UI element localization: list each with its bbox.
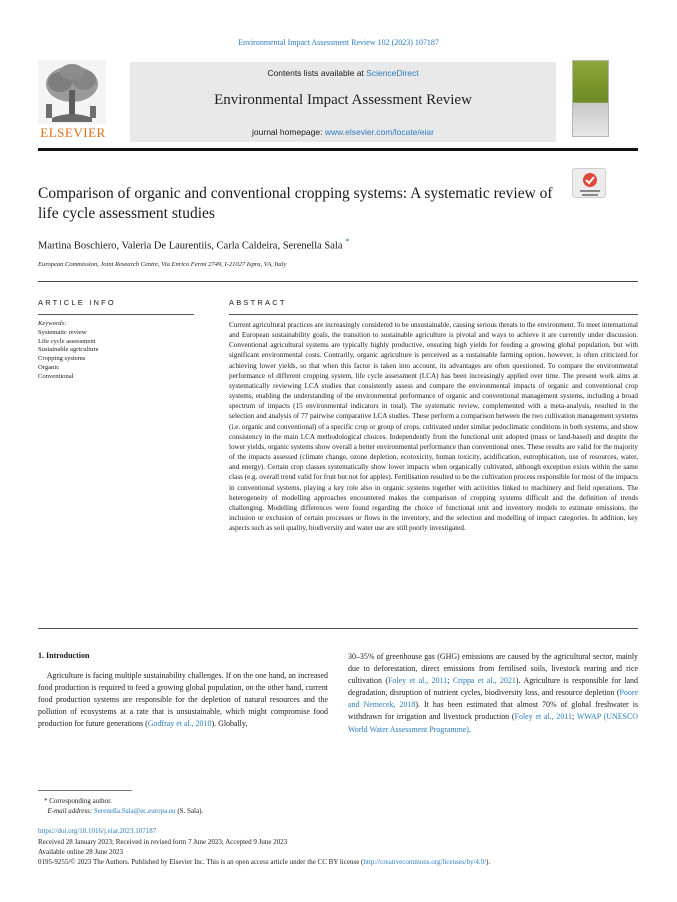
paragraph-text: ). It has been estimated that almost 70% of global freshwater is withdrawn for irrigation and livestock production ( <box>348 700 638 722</box>
keyword: Systematic review <box>38 328 87 336</box>
homepage-prefix: journal homepage: <box>252 127 325 137</box>
keywords-label: Keywords: <box>38 320 67 327</box>
paragraph-text: Agriculture is facing multiple sustainability challenges. If on the one hand, an increased food production is required to feed a growing global population, on the other hand, current food production systems are responsible for the depletion of natural resources and the pollution of ecosystems at a rate that is unsustainable, which might compromise food production for future generations ( <box>38 671 328 729</box>
citation-link[interactable]: Crippa et al., 2021 <box>452 676 516 686</box>
keyword: Sustainable agriculture <box>38 346 99 354</box>
authors: Martina Boschiero, Valeria De Laurentiis, Carla Caldeira, Serenella Sala <box>38 240 343 252</box>
journal-citation[interactable]: Environmental Impact Assessment Review 102 (2023) 107187 <box>238 38 439 47</box>
affiliation: European Commission, Joint Research Centre, Via Enrico Fermi 2749, I-21027 Ispra, VA, Italy <box>38 261 287 268</box>
abstract-text: Current agricultural practices are increasingly considered to be unsustainable, causing serious threats to the environment. To meet international and European sustainability goals, the transition to sustainable agriculture is pivotal and ways to achieve it are currently under discussion. Conventional agricultural systems are typically highly productive, ensuring high yields for feeding a growing global population, but with significant environmental costs. Contrarily, organic agriculture is perceived as a sustainable farming option, however, is often criticized for achieving lower yields, so that when this factor is taken into account, its advantages are often questioned. To compare the environmental performance of different cropping system, life cycle assessment (LCA) has been increasingly applied over time. The present work aims at systematically reviewing LCA studies that consistently assess and compare the environmental impacts of organic and conventional crop systems, enabling the understanding of the environmental performance of organic and conventional management systems, including a broad spectrum of impacts (15 environmental indicators in total). The systematic review, complemented with a meta-analysis, resulted in the selection and analysis of 77 pairwise comparative LCA studies. These perform a comparison between the two cultivation management systems (i.e. organic and conventional) of a specific crop or group of crops, cultivated under similar pedoclimatic conditions in both systems, and show consistency in the main LCA methodological choices. Independently from the functional unit adopted (mass or land-based) and despite the lower yields, organic systems show overall a better environmental performance than conventional ones. These results are valid for the majority of the impacts assessed (climate change, ozone depletion, ecotoxicity, human toxicity, acidification, eutrophication, use of resources, water, and energy). Certain crop classes systematically show lower impacts when organically cultivated, although exception exists within the same class (e.g. overall trend valid for fruit but not for apples). Fertilisation resulted to be the cultivation process responsible for most of the impacts in conventional systems, playing a key role also in organic systems together with activities linked to machinery and field operations. The heterogeneity of modelling approaches encountered makes the comparison of cropping systems difficult and the definition of trends challenging. Modelling differences were found regarding the choice of functional unit and inventory models to estimate emissions, the inclusion or exclusion of certain processes or flows in the inventory, and the selection and modelling of impact categories. In addition, key aspects such as soil quality, biodiversity and water use are still poorly investigated. <box>229 321 638 533</box>
history-dates <box>38 837 287 857</box>
license-text: ). <box>486 858 491 866</box>
abstract-heading: ABSTRACT <box>229 298 287 307</box>
check-updates-icon <box>573 169 607 199</box>
keyword: Cropping systems <box>38 355 86 363</box>
divider <box>38 314 194 315</box>
license-text: 0195-9255/© 2023 The Authors. Published by Elsevier Inc. This is an open access article under the CC BY license ( <box>38 858 364 866</box>
sciencedirect-link[interactable]: ScienceDirect <box>366 68 419 78</box>
divider <box>38 628 638 629</box>
contents-line <box>130 68 556 78</box>
corresponding-author-mark[interactable]: * <box>345 236 350 246</box>
body-column-left <box>38 670 328 730</box>
divider <box>229 314 638 315</box>
license-link[interactable]: http://creativecommons.org/licenses/by/4.0/ <box>363 858 487 866</box>
paragraph-text: ; <box>572 712 577 722</box>
author-list <box>38 236 350 252</box>
keyword: Organic <box>38 363 60 371</box>
email-line <box>44 806 203 816</box>
doi-link[interactable]: https://doi.org/10.1016/j.eiar.2023.107187 <box>38 827 157 835</box>
citation-link[interactable]: WWAP (UNESCO World Water Assessment Programme), <box>348 712 638 734</box>
keywords-block <box>38 320 198 382</box>
elsevier-wordmark: ELSEVIER <box>40 125 106 140</box>
article-info-heading: ARTICLE INFO <box>38 298 116 307</box>
journal-title: Environmental Impact Assessment Review <box>214 92 472 108</box>
check-for-updates-button[interactable] <box>572 168 606 198</box>
paragraph-text: 30–35% of greenhouse gas (GHG) emissions are caused by the agricultural sector, mainly due to deforestation, direct emissions from fertilised soils, livestock rearing and rice cultivation ( <box>348 652 638 686</box>
divider <box>38 281 638 282</box>
section-heading-introduction: 1. Introduction <box>38 651 90 660</box>
homepage-line <box>130 127 556 137</box>
journal-cover-thumbnail[interactable] <box>572 60 609 137</box>
footnote <box>44 796 203 816</box>
email-label: E-mail address: <box>47 807 94 815</box>
contents-prefix: Contents lists available at <box>267 68 367 78</box>
corresponding-text: Corresponding author. <box>49 797 112 805</box>
keyword: Conventional <box>38 372 74 380</box>
paragraph-text: ). Globally, <box>211 719 248 729</box>
article-title: Comparison of organic and conventional cropping systems: A systematic review of life cycle assessment studies <box>38 185 553 222</box>
corresponding-note: * Corresponding author. <box>44 797 112 805</box>
available-online: Available online 28 June 2023 <box>38 848 124 856</box>
license-line <box>38 857 640 867</box>
received-dates: Received 28 January 2023; Received in revised form 7 June 2023; Accepted 9 June 2023 <box>38 838 288 846</box>
citation-link[interactable]: Foley et al., 2011 <box>387 676 448 686</box>
keyword: Life cycle assessment <box>38 337 96 345</box>
email-link[interactable]: Serenella.Sala@ec.europa.eu <box>93 807 176 815</box>
citation-link[interactable]: Foley et al., 2011 <box>514 712 573 722</box>
homepage-link[interactable]: www.elsevier.com/locate/eiar <box>324 127 434 137</box>
citation-link[interactable]: Poore and Nemecek, 2018 <box>348 688 638 710</box>
paragraph-text: ). Agriculture is responsible for land degradation, disruption of nutrient cycles, biodiversity loss, and resource depletion ( <box>348 676 638 698</box>
footnote-rule <box>38 790 132 791</box>
email-suffix: (S. Sala). <box>175 807 204 815</box>
body-column-right <box>348 651 638 736</box>
citation-link[interactable]: Godfray et al., 2010 <box>147 719 212 729</box>
header-rule <box>38 148 638 151</box>
paragraph-text: ; <box>447 676 453 686</box>
